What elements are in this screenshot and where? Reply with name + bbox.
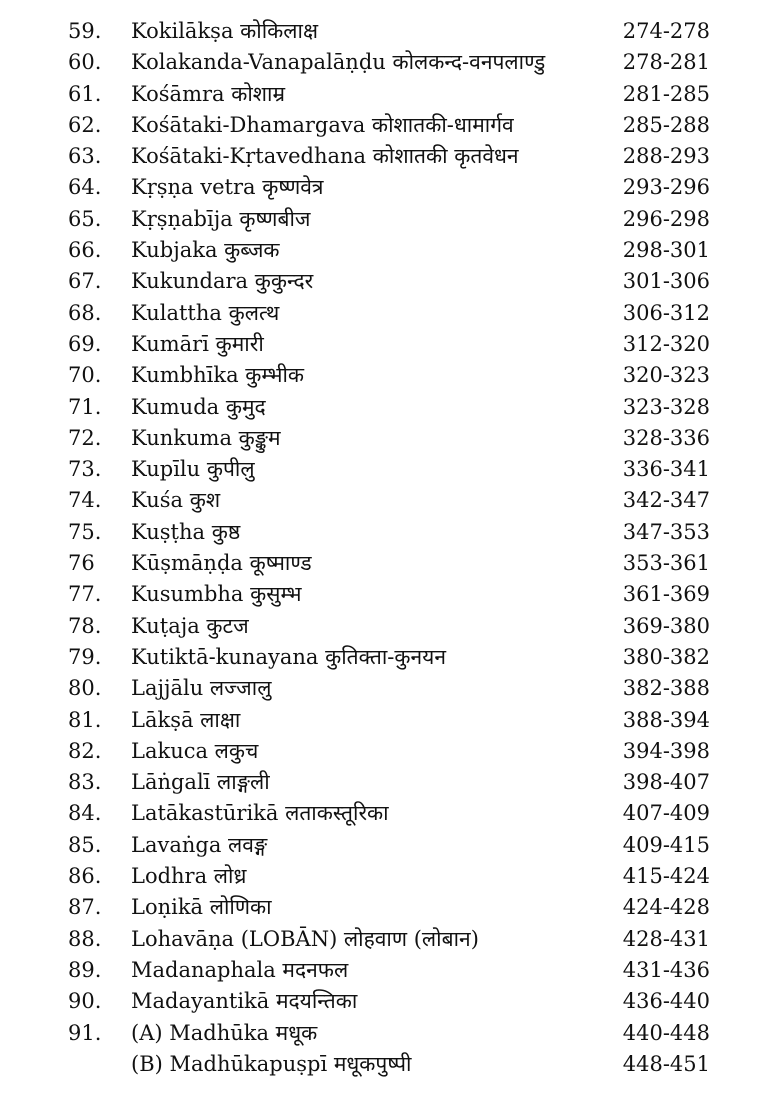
toc-entry-row xyxy=(0,579,780,610)
entry-number: 89. xyxy=(68,957,102,982)
entry-number: 81. xyxy=(68,707,102,732)
entry-number: 63. xyxy=(68,144,102,169)
entry-number: 73. xyxy=(68,457,102,482)
entry-number: 77. xyxy=(68,582,102,607)
entry-number: 64. xyxy=(68,175,102,200)
toc-entry-row xyxy=(0,392,780,423)
entry-page-range: 301-306 xyxy=(622,269,710,294)
toc-entry-row xyxy=(0,1018,780,1049)
entry-title: Kubjaka कुब्जक xyxy=(131,238,280,263)
entry-page-range: 424-428 xyxy=(622,895,710,920)
entry-title: Kumbhīka कुम्भीक xyxy=(131,363,305,388)
toc-entry-row xyxy=(0,830,780,861)
entry-title: (A) Madhūka मधूक xyxy=(131,1020,318,1045)
entry-number: 68. xyxy=(68,300,102,325)
entry-page-range: 353-361 xyxy=(622,551,710,576)
entry-page-range: 298-301 xyxy=(622,238,710,263)
entry-number: 74. xyxy=(68,488,102,513)
toc-entry-row xyxy=(0,360,780,391)
entry-title: Kumārī कुमारी xyxy=(131,331,264,356)
entry-title: Lāṅgalī लाङ्गली xyxy=(131,770,270,795)
entry-page-range: 409-415 xyxy=(622,832,710,857)
entry-page-range: 306-312 xyxy=(622,300,710,325)
entry-page-range: 288-293 xyxy=(622,144,710,169)
toc-entry-row xyxy=(0,329,780,360)
toc-entry-row xyxy=(0,705,780,736)
entry-number: 88. xyxy=(68,926,102,951)
toc-entry-row xyxy=(0,955,780,986)
entry-page-range: 431-436 xyxy=(622,957,710,982)
entry-number: 91. xyxy=(68,1020,102,1045)
toc-entry-row xyxy=(0,141,780,172)
toc-entry-row xyxy=(0,767,780,798)
entry-title: Latākastūrikā लताकस्तूरिका xyxy=(131,801,389,826)
entry-title: Kolakanda-Vanapalāṇḍu कोलकन्द-वनपलाण्डु xyxy=(131,50,546,75)
toc-entry-row xyxy=(0,172,780,203)
entry-number: 79. xyxy=(68,644,102,669)
entry-number: 84. xyxy=(68,801,102,826)
entry-title: Kutiktā-kunayana कुतिक्ता-कुनयन xyxy=(131,644,447,669)
toc-entry-row xyxy=(0,110,780,141)
toc-entry-row xyxy=(0,423,780,454)
entry-title: Kuṭaja कुटज xyxy=(131,613,249,638)
entry-title: Kokilākṣa कोकिलाक्ष xyxy=(131,19,319,43)
entry-title: Kośātaki-Dhamargava कोशातकी-धामार्गव xyxy=(131,112,514,137)
entry-title: (B) Madhūkapuṣpī मधूकपुष्पी xyxy=(131,1051,412,1076)
toc-entry-row xyxy=(0,79,780,110)
entry-title: Lavaṅga लवङ्ग xyxy=(131,832,268,857)
entry-title: Kūṣmāṇḍa कूष्माण्ड xyxy=(131,551,312,576)
entry-page-range: 382-388 xyxy=(622,676,710,701)
entry-title: Kuṣṭha कुष्ठ xyxy=(131,519,241,544)
entry-number: 78. xyxy=(68,613,102,638)
entry-title: Madanaphala मदनफल xyxy=(131,957,349,982)
entry-title: Madayantikā मदयन्तिका xyxy=(131,989,358,1014)
toc-entry-row xyxy=(0,798,780,829)
entry-page-range: 415-424 xyxy=(622,864,710,889)
entry-number: 62. xyxy=(68,112,102,137)
entry-number: 66. xyxy=(68,238,102,263)
toc-entry-row xyxy=(0,892,780,923)
entry-page-range: 323-328 xyxy=(622,394,710,419)
entry-page-range: 293-296 xyxy=(622,175,710,200)
entry-page-range: 428-431 xyxy=(622,926,710,951)
entry-number: 90. xyxy=(68,989,102,1014)
entry-title: Kupīlu कुपीलु xyxy=(131,457,255,482)
table-of-contents xyxy=(0,16,780,1080)
entry-title: Lodhra लोध्र xyxy=(131,864,247,889)
entry-page-range: 296-298 xyxy=(622,206,710,231)
entry-page-range: 342-347 xyxy=(622,488,710,513)
entry-number: 67. xyxy=(68,269,102,294)
entry-page-range: 440-448 xyxy=(622,1020,710,1045)
entry-page-range: 347-353 xyxy=(622,519,710,544)
entry-number: 72. xyxy=(68,425,102,450)
entry-number: 65. xyxy=(68,206,102,231)
entry-title: Kośātaki-Kṛtavedhana कोशातकी कृतवेधन xyxy=(131,144,519,169)
toc-entry-row xyxy=(0,16,780,47)
entry-number: 83. xyxy=(68,770,102,795)
entry-title: Kunkuma कुङ्कुम xyxy=(131,425,281,450)
entry-page-range: 448-451 xyxy=(622,1051,710,1076)
entry-number: 80. xyxy=(68,676,102,701)
entry-number: 82. xyxy=(68,738,102,763)
toc-entry-row xyxy=(0,204,780,235)
entry-page-range: 369-380 xyxy=(622,613,710,638)
entry-page-range: 361-369 xyxy=(622,582,710,607)
entry-page-range: 394-398 xyxy=(622,738,710,763)
entry-title: Kulattha कुलत्थ xyxy=(131,300,280,325)
entry-page-range: 278-281 xyxy=(622,50,710,75)
entry-title: Lohavāṇa (LOBĀN) लोहवाण (लोबान) xyxy=(131,926,479,951)
entry-page-range: 436-440 xyxy=(622,989,710,1014)
entry-page-range: 281-285 xyxy=(622,81,710,106)
entry-title: Loṇikā लोणिका xyxy=(131,895,272,920)
entry-page-range: 336-341 xyxy=(622,457,710,482)
entry-number: 60. xyxy=(68,50,102,75)
toc-entry-row xyxy=(0,47,780,78)
entry-page-range: 320-323 xyxy=(622,363,710,388)
entry-number: 85. xyxy=(68,832,102,857)
toc-entry-row xyxy=(0,861,780,892)
toc-entry-row xyxy=(0,924,780,955)
toc-entry-row xyxy=(0,298,780,329)
toc-entry-row xyxy=(0,548,780,579)
toc-entry-row xyxy=(0,673,780,704)
toc-entry-row xyxy=(0,235,780,266)
entry-title: Kośāmra कोशाम्र xyxy=(131,81,286,106)
toc-entry-row xyxy=(0,611,780,642)
entry-number: 69. xyxy=(68,331,102,356)
entry-page-range: 274-278 xyxy=(622,19,710,43)
toc-entry-row xyxy=(0,642,780,673)
entry-number: 87. xyxy=(68,895,102,920)
toc-entry-row xyxy=(0,1049,780,1080)
entry-title: Kumuda कुमुद xyxy=(131,394,266,419)
toc-entry-row xyxy=(0,736,780,767)
entry-title: Kusumbha कुसुम्भ xyxy=(131,582,302,607)
entry-page-range: 328-336 xyxy=(622,425,710,450)
entry-page-range: 380-382 xyxy=(622,644,710,669)
toc-entry-row xyxy=(0,266,780,297)
entry-title: Kukundara कुकुन्दर xyxy=(131,269,314,294)
entry-page-range: 407-409 xyxy=(622,801,710,826)
entry-page-range: 388-394 xyxy=(622,707,710,732)
entry-title: Kuśa कुश xyxy=(131,488,221,513)
entry-page-range: 312-320 xyxy=(622,331,710,356)
toc-entry-row xyxy=(0,485,780,516)
entry-number: 86. xyxy=(68,864,102,889)
entry-title: Lākṣā लाक्षा xyxy=(131,707,241,732)
entry-number: 76 xyxy=(68,551,95,576)
entry-number: 61. xyxy=(68,81,102,106)
entry-title: Kṛṣṇa vetra कृष्णवेत्र xyxy=(131,175,324,200)
entry-page-range: 285-288 xyxy=(622,112,710,137)
entry-title: Kṛṣṇabīja कृष्णबीज xyxy=(131,206,311,231)
toc-entry-row xyxy=(0,517,780,548)
toc-entry-row xyxy=(0,986,780,1017)
entry-title: Lajjālu लज्जालु xyxy=(131,676,272,701)
entry-page-range: 398-407 xyxy=(622,770,710,795)
entry-number: 70. xyxy=(68,363,102,388)
entry-number: 59. xyxy=(68,19,102,43)
toc-entry-row xyxy=(0,454,780,485)
entry-title: Lakuca लकुच xyxy=(131,738,259,763)
entry-number: 75. xyxy=(68,519,102,544)
entry-number: 71. xyxy=(68,394,102,419)
